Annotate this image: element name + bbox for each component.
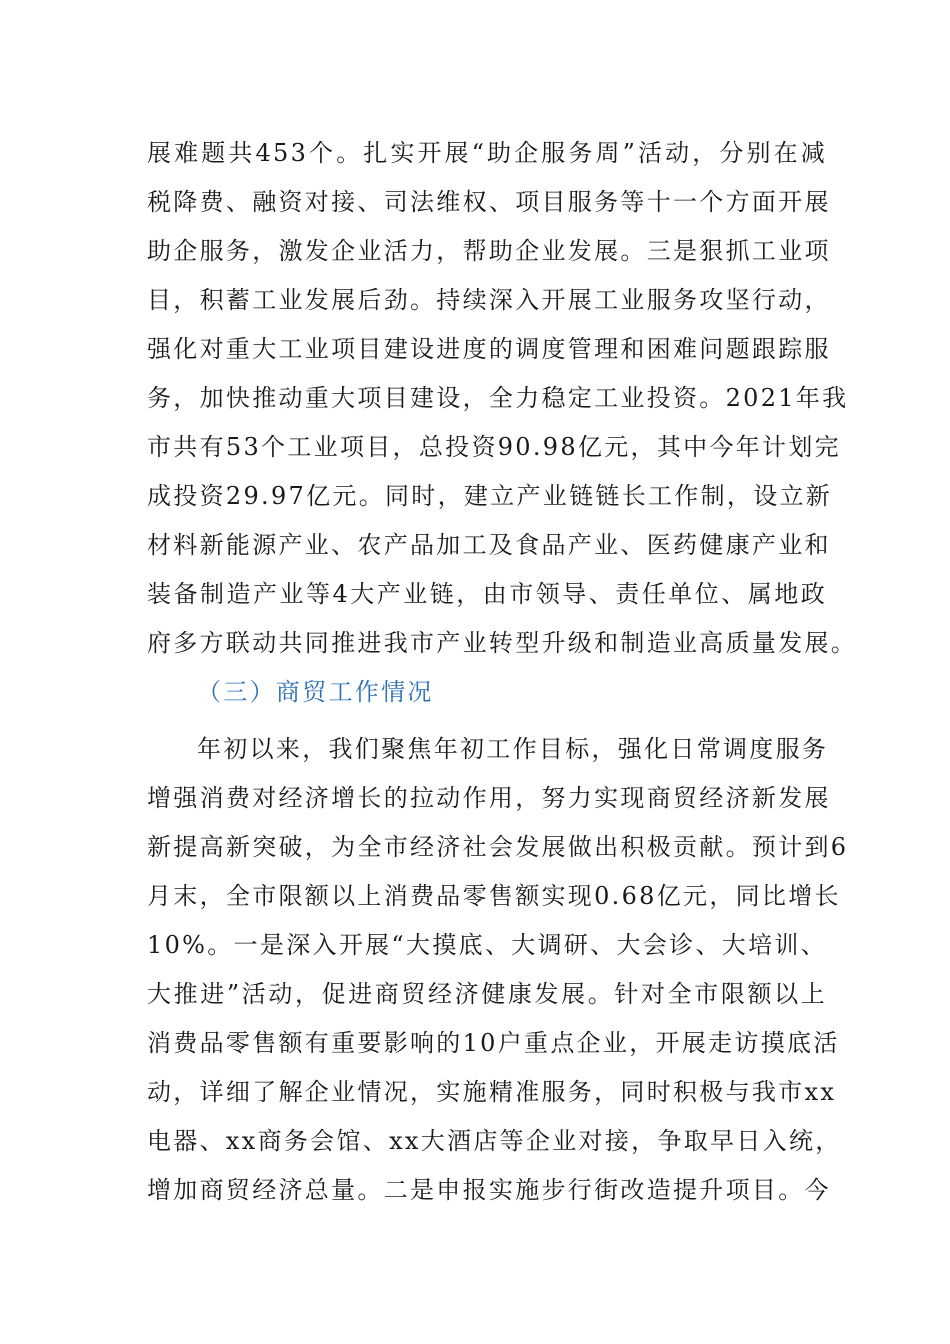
section-heading: （三）商贸工作情况: [197, 678, 434, 706]
text-line: 年初以来，我们聚焦年初工作目标，强化日常调度服务: [197, 735, 829, 763]
text-line: 助企服务，激发企业活力，帮助企业发展。三是狠抓工业项: [147, 237, 831, 265]
text-line: 增强消费对经济增长的拉动作用，努力实现商贸经济新发展: [147, 784, 831, 812]
text-line: 市共有53个工业项目，总投资90.98亿元，其中今年计划完: [147, 433, 841, 461]
text-line: 展难题共453个。扎实开展“助企服务周”活动，分别在减: [147, 139, 827, 167]
text-line: 成投资29.97亿元。同时，建立产业链链长工作制，设立新: [147, 482, 833, 510]
text-line: 材料新能源产业、农产品加工及食品产业、医药健康产业和: [147, 531, 831, 559]
text-line: 新提高新突破，为全市经济社会发展做出积极贡献。预计到6: [147, 833, 849, 861]
text-line: 10%。一是深入开展“大摸底、大调研、大会诊、大培训、: [147, 931, 827, 959]
text-line: 电器、xx商务会馆、xx大酒店等企业对接，争取早日入统，: [147, 1127, 842, 1155]
text-line: 府多方联动共同推进我市产业转型升级和制造业高质量发展。: [147, 629, 858, 657]
text-line: 强化对重大工业项目建设进度的调度管理和困难问题跟踪服: [147, 335, 831, 363]
text-line: 务，加快推动重大项目建设，全力稳定工业投资。2021年我: [147, 384, 849, 412]
text-line: 动，详细了解企业情况，实施精准服务，同时积极与我市xx: [147, 1078, 837, 1106]
text-line: 目，积蓄工业发展后劲。持续深入开展工业服务攻坚行动，: [147, 286, 831, 314]
text-line: 消费品零售额有重要影响的10户重点企业，开展走访摸底活: [147, 1029, 840, 1057]
text-line: 装备制造产业等4大产业链，由市领导、责任单位、属地政: [147, 580, 827, 608]
text-line: 增加商贸经济总量。二是申报实施步行街改造提升项目。今: [147, 1176, 831, 1204]
text-line: 月末，全市限额以上消费品零售额实现0.68亿元，同比增长: [147, 882, 841, 910]
text-line: 大推进”活动，促进商贸经济健康发展。针对全市限额以上: [147, 980, 827, 1008]
text-line: 税降费、融资对接、司法维权、项目服务等十一个方面开展: [147, 188, 831, 216]
